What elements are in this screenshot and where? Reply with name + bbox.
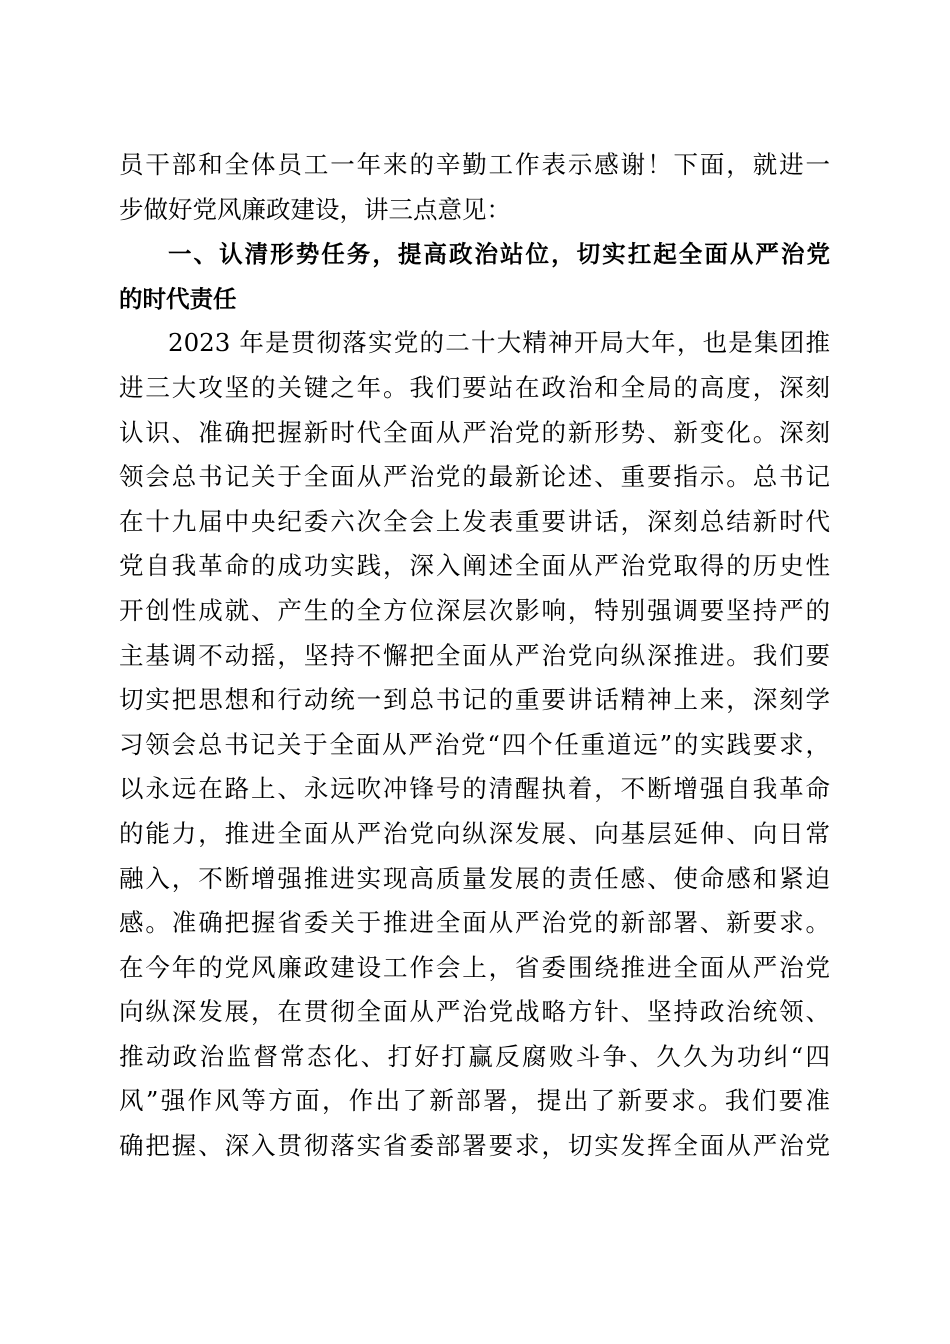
body-line-17: 在今年的党风廉政建设工作会上，省委围绕推进全面从严治党 xyxy=(119,952,830,982)
body-line-1: 员干部和全体员工一年来的辛勤工作表示感谢！下面，就进一 xyxy=(119,150,830,179)
body-line-13: 以永远在路上、永远吹冲锋号的清醒执着，不断增强自我革命 xyxy=(119,774,830,804)
body-line-12: 习领会总书记关于全面从严治党“四个任重道远”的实践要求， xyxy=(119,729,830,759)
body-line-20: 风”强作风等方面，作出了新部署，提出了新要求。我们要准 xyxy=(119,1086,830,1116)
body-line-11: 切实把思想和行动统一到总书记的重要讲话精神上来，深刻学 xyxy=(119,685,830,715)
body-line-3: 2023 年是贯彻落实党的二十大精神开局大年，也是集团推 xyxy=(168,328,830,358)
body-line-15: 融入，不断增强推进实现高质量发展的责任感、使命感和紧迫 xyxy=(119,863,830,893)
document-body xyxy=(119,143,830,1169)
section-heading-line-1: 一、认清形势任务，提高政治站位，切实扛起全面从严治党 xyxy=(168,240,830,269)
body-line-14: 的能力，推进全面从严治党向纵深发展、向基层延伸、向日常 xyxy=(119,818,830,848)
body-line-18: 向纵深发展，在贯彻全面从严治党战略方针、坚持政治统领、 xyxy=(119,997,830,1027)
body-line-16: 感。准确把握省委关于推进全面从严治党的新部署、新要求。 xyxy=(119,908,830,938)
body-line-6: 领会总书记关于全面从严治党的最新论述、重要指示。总书记 xyxy=(119,462,830,492)
body-line-9: 开创性成就、产生的全方位深层次影响，特别强调要坚持严的 xyxy=(119,595,830,625)
body-line-19: 推动政治监督常态化、打好打赢反腐败斗争、久久为功纠“四 xyxy=(119,1041,830,1071)
body-line-7: 在十九届中央纪委六次全会上发表重要讲话，深刻总结新时代 xyxy=(119,506,830,536)
body-line-5: 认识、准确把握新时代全面从严治党的新形势、新变化。深刻 xyxy=(119,417,830,447)
body-line-10: 主基调不动摇，坚持不懈把全面从严治党向纵深推进。我们要 xyxy=(119,640,830,670)
section-heading-line-2: 的时代责任 xyxy=(119,284,237,313)
body-line-2: 步做好党风廉政建设，讲三点意见： xyxy=(119,194,511,224)
body-line-8: 党自我革命的成功实践，深入阐述全面从严治党取得的历史性 xyxy=(119,551,830,581)
body-line-21: 确把握、深入贯彻落实省委部署要求，切实发挥全面从严治党 xyxy=(119,1131,830,1161)
body-line-4: 进三大攻坚的关键之年。我们要站在政治和全局的高度，深刻 xyxy=(119,372,830,402)
